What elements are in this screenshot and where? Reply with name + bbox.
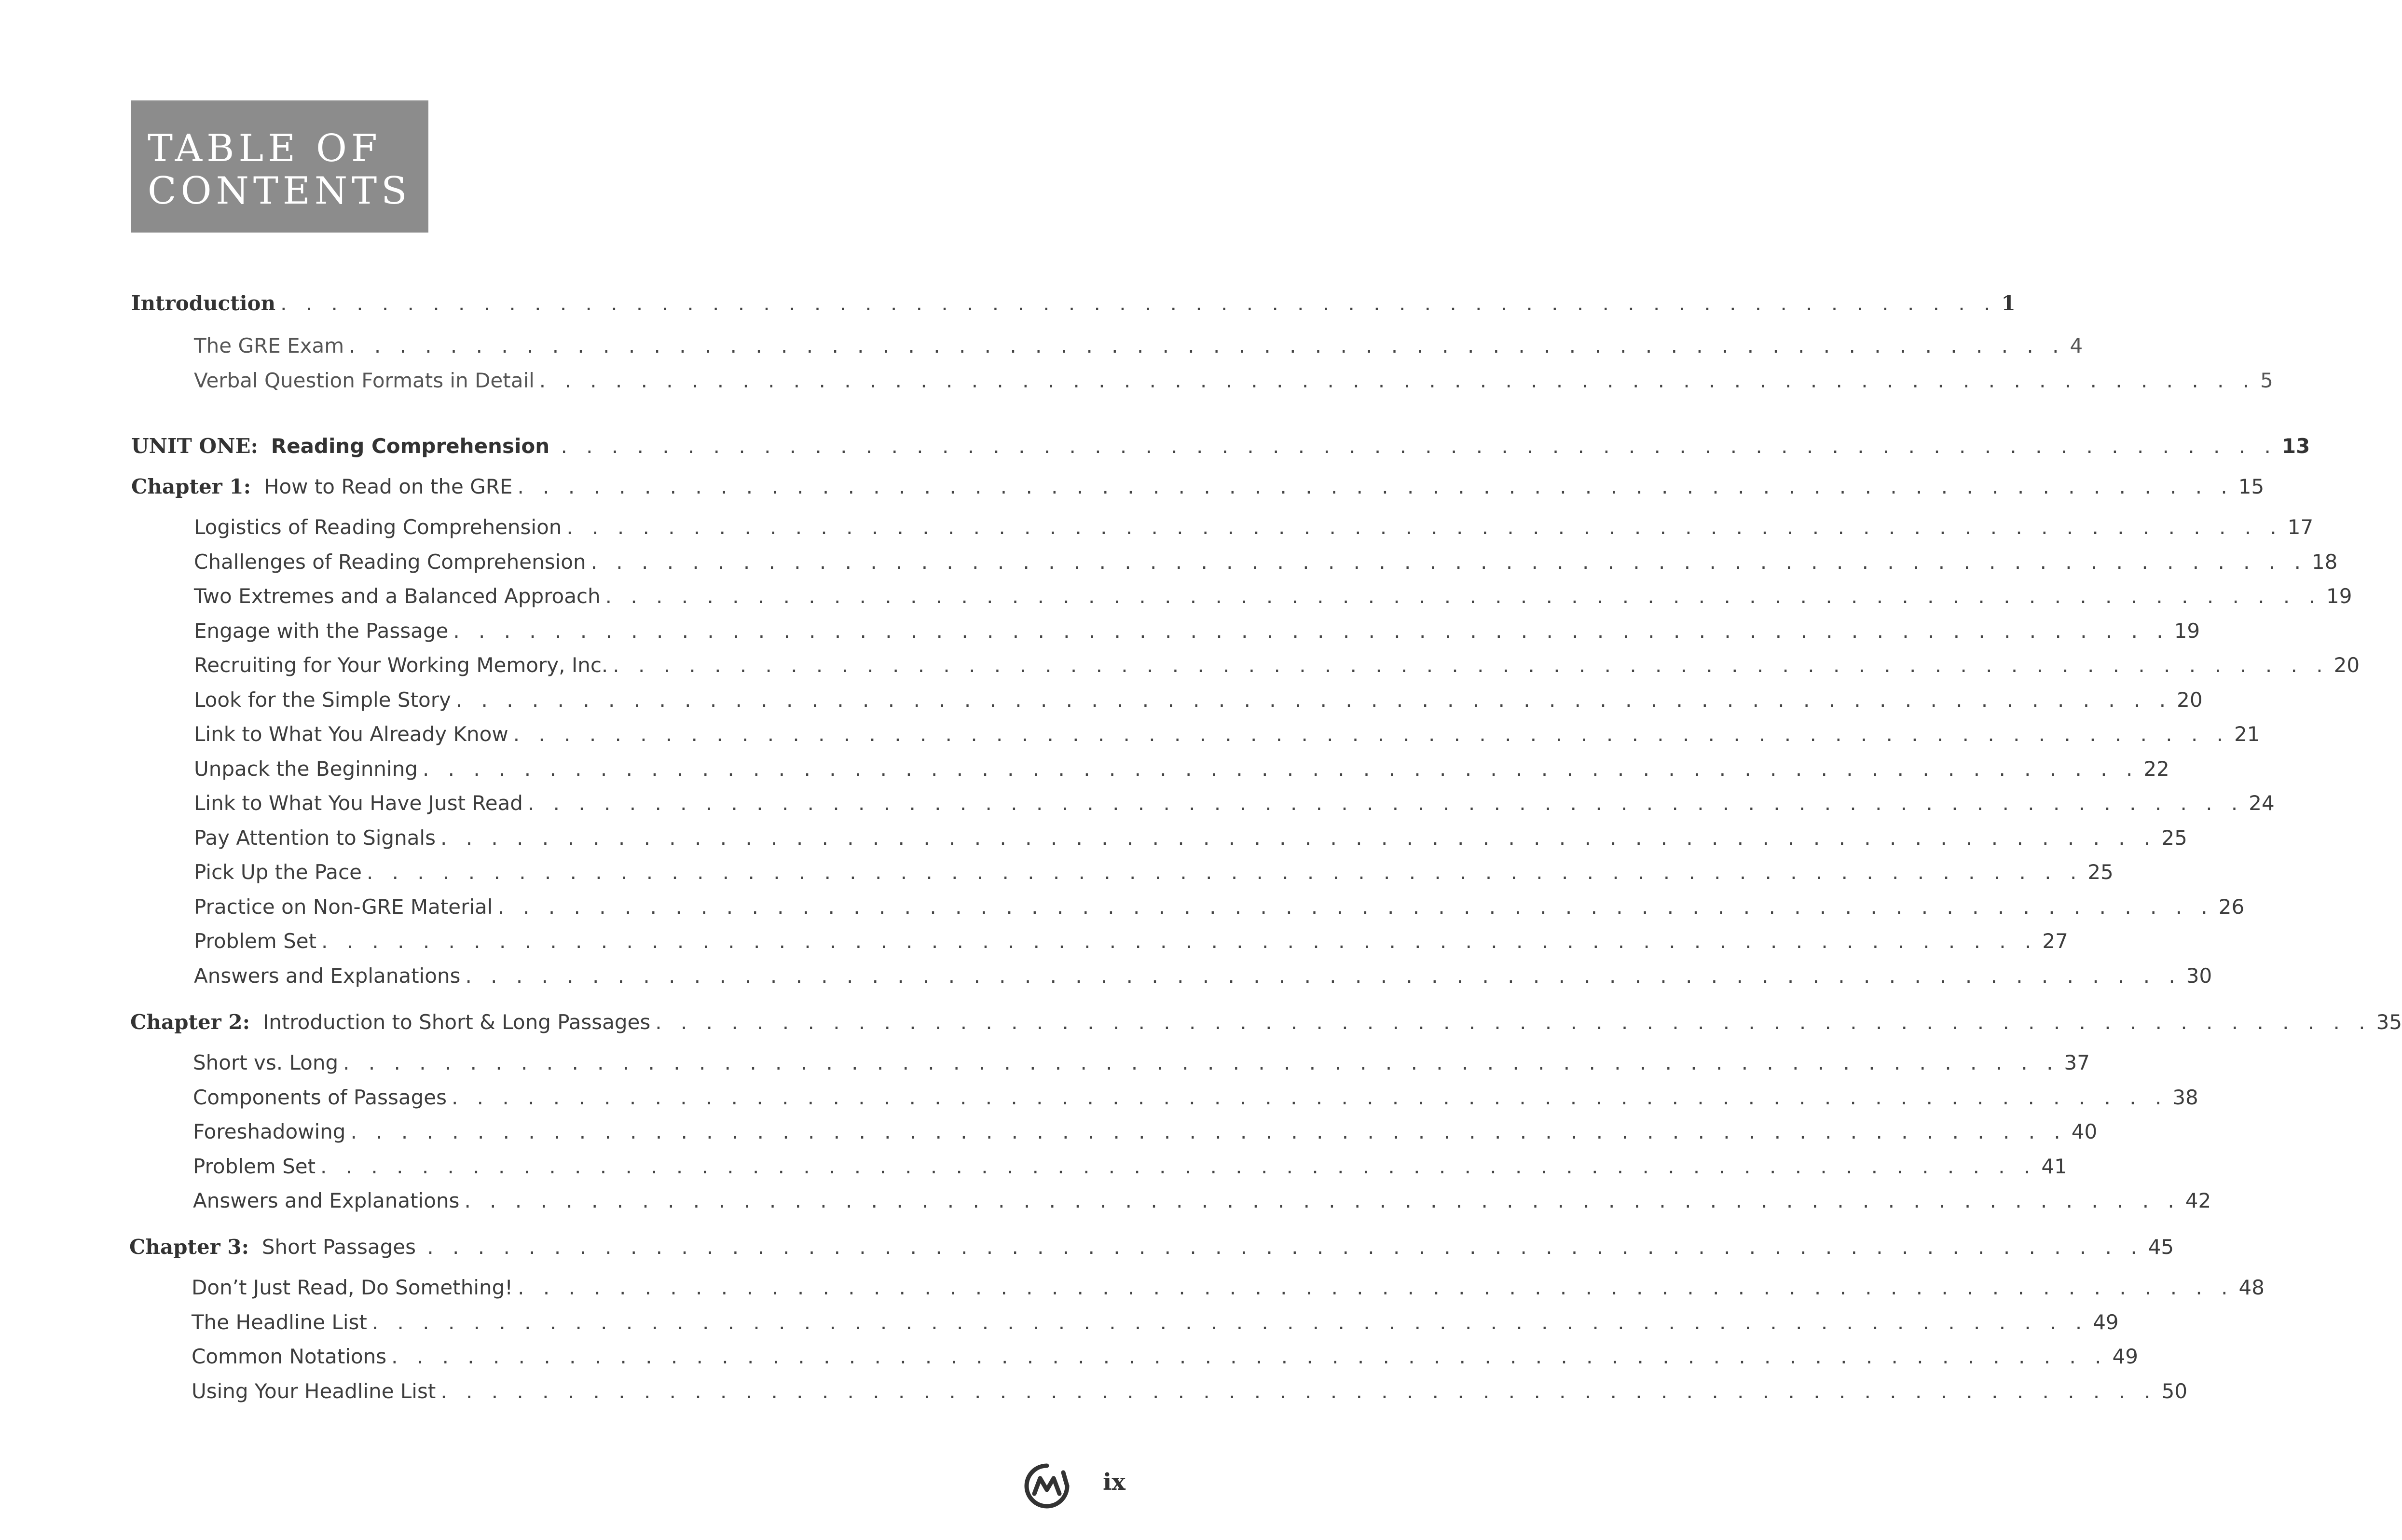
toc-page-number: 42: [2185, 1189, 2211, 1212]
dot-leader: . . . . . . . . . . . . . . . . . . . . . . . . . . . . . . . . . . . . . . . . . . . . . . . . . . . . . . . . . . . . . . . . . . . .: [590, 550, 2307, 574]
toc-page-number: 18: [2311, 550, 2338, 574]
toc-page-number: 30: [2186, 964, 2212, 988]
toc-page-number: 22: [2143, 757, 2169, 781]
toc-subentry[interactable]: [194, 359, 2273, 392]
dot-leader: . . . . . . . . . . . . . . . . . . . . . . . . . . . . . . . . . . . . . . . . . . . . . . . . . . . . . . . . . . . . . . . . . . . .: [453, 619, 2169, 643]
dot-leader: . . . . . . . . . . . . . . . . . . . . . . . . . . . . . . . . . . . . . . . . . . . . . . . . . . . . . . . . . . . . . . . . . . . .: [517, 475, 2234, 498]
toc-subentry[interactable]: [194, 747, 2169, 781]
toc-page-number: 4: [2070, 334, 2083, 358]
toc-subentry-label: Answers and Explanations: [193, 1189, 460, 1212]
m-logo-icon: [1023, 1462, 1071, 1510]
dot-leader: . . . . . . . . . . . . . . . . . . . . . . . . . . . . . . . . . . . . . . . . . . . . . . . . . . . . . . . . . . . . . . . . . . . .: [518, 1276, 2234, 1299]
toc-title-box: [131, 100, 428, 233]
toc-subentry[interactable]: [194, 575, 2352, 608]
chapter-prefix: Chapter 2:: [130, 1010, 250, 1034]
toc-subentry-label: Logistics of Reading Comprehension: [194, 515, 562, 539]
toc-subentry-label: Link to What You Have Just Read: [194, 791, 523, 815]
toc-entry-chapter-3[interactable]: [129, 1225, 2174, 1259]
dot-leader: . . . . . . . . . . . . . . . . . . . . . . . . . . . . . . . . . . . . . . . . . . . . . . . . . . . . . . . . . . . . . . . . . . . .: [422, 757, 2139, 781]
toc-title-line-2: CONTENTS: [148, 169, 412, 213]
unit-prefix: UNIT ONE:: [131, 434, 259, 458]
dot-leader: . . . . . . . . . . . . . . . . . . . . . . . . . . . . . . . . . . . . . . . . . . . . . . . . . . . . . . . . . . . . . . . . . . . .: [464, 1189, 2181, 1212]
toc-page-number: 25: [2161, 826, 2187, 850]
toc-page-number: 35: [2376, 1010, 2402, 1034]
page-number: ix: [1103, 1469, 1126, 1496]
toc-subentry[interactable]: [194, 609, 2200, 643]
toc-subentry[interactable]: [192, 1301, 2119, 1334]
dot-leader: . . . . . . . . . . . . . . . . . . . . . . . . . . . . . . . . . . . . . . . . . . . . . . . . . . . . . . . . . . . . . . . . . . . .: [440, 826, 2157, 850]
toc-subentry[interactable]: [193, 1110, 2098, 1143]
toc-subentry[interactable]: [194, 851, 2114, 884]
chapter-title: Introduction to Short & Long Passages: [262, 1010, 651, 1034]
toc-page-number: 24: [2249, 791, 2275, 815]
toc-subentry[interactable]: [194, 506, 2314, 539]
toc-entry-chapter-2[interactable]: [130, 1001, 2402, 1034]
toc-subentry[interactable]: [194, 540, 2338, 574]
toc-subentry[interactable]: [194, 954, 2212, 988]
toc-subentry[interactable]: [194, 782, 2275, 815]
toc-page-number: 48: [2238, 1276, 2265, 1299]
toc-page-number: 40: [2071, 1120, 2098, 1143]
dot-leader: . . . . . . . . . . . . . . . . . . . . . . . . . . . . . . . . . . . . . . . . . . . . . . . . . . . . . . . . . . . . . . . . . . . .: [350, 1120, 2067, 1143]
dot-leader: . . . . . . . . . . . . . . . . . . . . . . . . . . . . . . . . . . . . . . . . . . . . . . . . . . . . . . . . . . . . . . . . . . . .: [527, 791, 2244, 815]
chapter-title: How to Read on the GRE: [263, 475, 513, 498]
dot-leader: . . . . . . . . . . . . . . . . . . . . . . . . . . . . . . . . . . . . . . . . . . . . . . . . . . . . . . . . . . . . . . . . . . . .: [539, 369, 2256, 392]
toc-subentry[interactable]: [194, 324, 2083, 358]
toc-subentry[interactable]: [193, 1076, 2198, 1109]
toc-subentry[interactable]: [193, 1179, 2211, 1212]
unit-title: Reading Comprehension: [271, 434, 550, 458]
toc-subentry-label: Don’t Just Read, Do Something!: [192, 1276, 513, 1299]
dot-leader: . . . . . . . . . . . . . . . . . . . . . . . . . . . . . . . . . . . . . . . . . . . . . . . . . . . . . . . . . . . . . . . . . . . .: [366, 860, 2083, 884]
toc-entry-label: Introduction: [131, 291, 276, 315]
toc-page-number: 45: [2148, 1235, 2174, 1259]
dot-leader: . . . . . . . . . . . . . . . . . . . . . . . . . . . . . . . . . . . . . . . . . . . . . . . . . . . . . . . . . . . . . . . . . . . .: [280, 291, 1997, 315]
toc-page-number: 5: [2260, 369, 2273, 392]
toc-subentry-label: Unpack the Beginning: [194, 757, 418, 781]
dot-leader: . . . . . . . . . . . . . . . . . . . . . . . . . . . . . . . . . . . . . . . . . . . . . . . . . . . . . . . . . . . . . . . . . . . .: [497, 895, 2214, 919]
toc-subentry-label: Foreshadowing: [193, 1120, 346, 1143]
dot-leader: . . . . . . . . . . . . . . . . . . . . . . . . . . . . . . . . . . . . . . . . . . . . . . . . . . . . . . . . . . . . . . . . . . . .: [371, 1310, 2088, 1334]
chapter-prefix: Chapter 3:: [129, 1235, 249, 1259]
toc-subentry-label: Look for the Simple Story: [194, 688, 451, 712]
toc-page-number: 37: [2064, 1051, 2090, 1074]
toc-subentry-label: Practice on Non-GRE Material: [194, 895, 493, 919]
toc-subentry-label: Common Notations: [192, 1345, 387, 1368]
toc-subentry-label: Verbal Question Formats in Detail: [194, 369, 535, 392]
dot-leader: . . . . . . . . . . . . . . . . . . . . . . . . . . . . . . . . . . . . . . . . . . . . . . . . . . . . . . . . . . . . . . . . . . . .: [440, 1379, 2157, 1403]
dot-leader: . . . . . . . . . . . . . . . . . . . . . . . . . . . . . . . . . . . . . . . . . . . . . . . . . . . . . . . . . . . . . . . . . . . .: [320, 1155, 2037, 1178]
dot-leader: . . . . . . . . . . . . . . . . . . . . . . . . . . . . . . . . . . . . . . . . . . . . . . . . . . . . . . . . . . . . . . . . . . . .: [566, 515, 2283, 539]
toc-page-number: 19: [2326, 584, 2352, 608]
toc-page-number: 50: [2161, 1379, 2188, 1403]
toc-subentry[interactable]: [192, 1266, 2265, 1299]
toc-subentry-label: Link to What You Already Know: [194, 722, 508, 746]
dot-leader: . . . . . . . . . . . . . . . . . . . . . . . . . . . . . . . . . . . . . . . . . . . . . . . . . . . . . . . . . . . . . . . . . . . .: [451, 1086, 2168, 1109]
toc-subentry-label: Pick Up the Pace: [194, 860, 362, 884]
toc-page-number: 21: [2234, 722, 2260, 746]
dot-leader: . . . . . . . . . . . . . . . . . . . . . . . . . . . . . . . . . . . . . . . . . . . . . . . . . . . . . . . . . . . . . . . . . . . .: [343, 1051, 2059, 1074]
dot-leader: . . . . . . . . . . . . . . . . . . . . . . . . . . . . . . . . . . . . . . . . . . . . . . . . . . . . . . . . . . . . . . . . . . . .: [455, 688, 2172, 712]
toc-entry-chapter-1[interactable]: [131, 465, 2265, 498]
toc-page-number: 26: [2218, 895, 2245, 919]
toc-entry-introduction[interactable]: [131, 282, 2016, 315]
toc-page-number: 19: [2174, 619, 2200, 643]
dot-leader: . . . . . . . . . . . . . . . . . . . . . . . . . . . . . . . . . . . . . . . . . . . . . . . . . . . . . . . . . . . . . . . . . . . .: [427, 1235, 2143, 1259]
dot-leader: . . . . . . . . . . . . . . . . . . . . . . . . . . . . . . . . . . . . . . . . . . . . . . . . . . . . . . . . . . . . . . . . . . . .: [613, 653, 2329, 677]
toc-subentry[interactable]: [194, 713, 2260, 746]
toc-entry-label: [131, 477, 517, 497]
toc-entry-label: [130, 1012, 655, 1032]
chapter-title: Short Passages: [261, 1235, 416, 1259]
toc-page-number: 13: [2281, 434, 2310, 458]
toc-subentry-label: Using Your Headline List: [192, 1379, 436, 1403]
toc-page-number: 1: [2001, 291, 2016, 315]
toc-subentry-label: The Headline List: [192, 1310, 367, 1334]
toc-page-number: 49: [2112, 1345, 2138, 1368]
dot-leader: . . . . . . . . . . . . . . . . . . . . . . . . . . . . . . . . . . . . . . . . . . . . . . . . . . . . . . . . . . . . . . . . . . . .: [391, 1345, 2108, 1368]
toc-page-number: 25: [2087, 860, 2114, 884]
dot-leader: . . . . . . . . . . . . . . . . . . . . . . . . . . . . . . . . . . . . . . . . . . . . . . . . . . . . . . . . . . . . . . . . . . . .: [349, 334, 2065, 358]
toc-subentry-label: Problem Set: [193, 1155, 316, 1178]
toc-subentry-label: Engage with the Passage: [194, 619, 449, 643]
toc-page-number: 20: [2333, 653, 2360, 677]
toc-subentry[interactable]: [194, 816, 2187, 850]
toc-subentry-label: Recruiting for Your Working Memory, Inc.: [194, 653, 608, 677]
toc-subentry[interactable]: [193, 1041, 2090, 1074]
toc-subentry[interactable]: [192, 1335, 2138, 1368]
toc-page-number: 49: [2093, 1310, 2119, 1334]
toc-subentry-label: Short vs. Long: [193, 1051, 339, 1074]
toc-subentry-label: Two Extremes and a Balanced Approach: [194, 584, 601, 608]
dot-leader: . . . . . . . . . . . . . . . . . . . . . . . . . . . . . . . . . . . . . . . . . . . . . . . . . . . . . . . . . . . . . . . . . . . .: [605, 584, 2321, 608]
dot-leader: . . . . . . . . . . . . . . . . . . . . . . . . . . . . . . . . . . . . . . . . . . . . . . . . . . . . . . . . . . . . . . . . . . . .: [321, 929, 2038, 953]
toc-page-number: 20: [2177, 688, 2203, 712]
toc-subentry-label: Answers and Explanations: [194, 964, 461, 988]
toc-page-number: 15: [2238, 475, 2265, 498]
toc-subentry[interactable]: [193, 1145, 2067, 1178]
toc-subentry[interactable]: [194, 920, 2068, 953]
toc-subentry-label: Pay Attention to Signals: [194, 826, 436, 850]
toc-entry-label: [131, 436, 561, 456]
toc-subentry[interactable]: [192, 1370, 2188, 1403]
toc-page-number: 38: [2172, 1086, 2198, 1109]
dot-leader: . . . . . . . . . . . . . . . . . . . . . . . . . . . . . . . . . . . . . . . . . . . . . . . . . . . . . . . . . . . . . . . . . . . .: [561, 434, 2277, 458]
toc-subentry[interactable]: [194, 678, 2203, 712]
toc-subentry-label: Components of Passages: [193, 1086, 447, 1109]
toc-page-number: 41: [2041, 1155, 2067, 1178]
toc-page-number: 27: [2042, 929, 2068, 953]
toc-subentry[interactable]: [194, 885, 2245, 919]
toc-entry-unit-one[interactable]: [131, 425, 2310, 458]
toc-subentry[interactable]: [194, 644, 2360, 677]
chapter-prefix: Chapter 1:: [131, 475, 251, 498]
toc-subentry-label: The GRE Exam: [194, 334, 344, 358]
toc-entry-label: [129, 1237, 427, 1257]
toc-subentry-label: Problem Set: [194, 929, 317, 953]
dot-leader: . . . . . . . . . . . . . . . . . . . . . . . . . . . . . . . . . . . . . . . . . . . . . . . . . . . . . . . . . . . . . . . . . . . .: [465, 964, 2182, 988]
dot-leader: . . . . . . . . . . . . . . . . . . . . . . . . . . . . . . . . . . . . . . . . . . . . . . . . . . . . . . . . . . . . . . . . . . . .: [655, 1010, 2372, 1034]
toc-title-line-1: TABLE OF: [148, 127, 382, 170]
toc-page-number: 17: [2287, 515, 2314, 539]
dot-leader: . . . . . . . . . . . . . . . . . . . . . . . . . . . . . . . . . . . . . . . . . . . . . . . . . . . . . . . . . . . . . . . . . . . .: [513, 722, 2230, 746]
toc-subentry-label: Challenges of Reading Comprehension: [194, 550, 586, 574]
